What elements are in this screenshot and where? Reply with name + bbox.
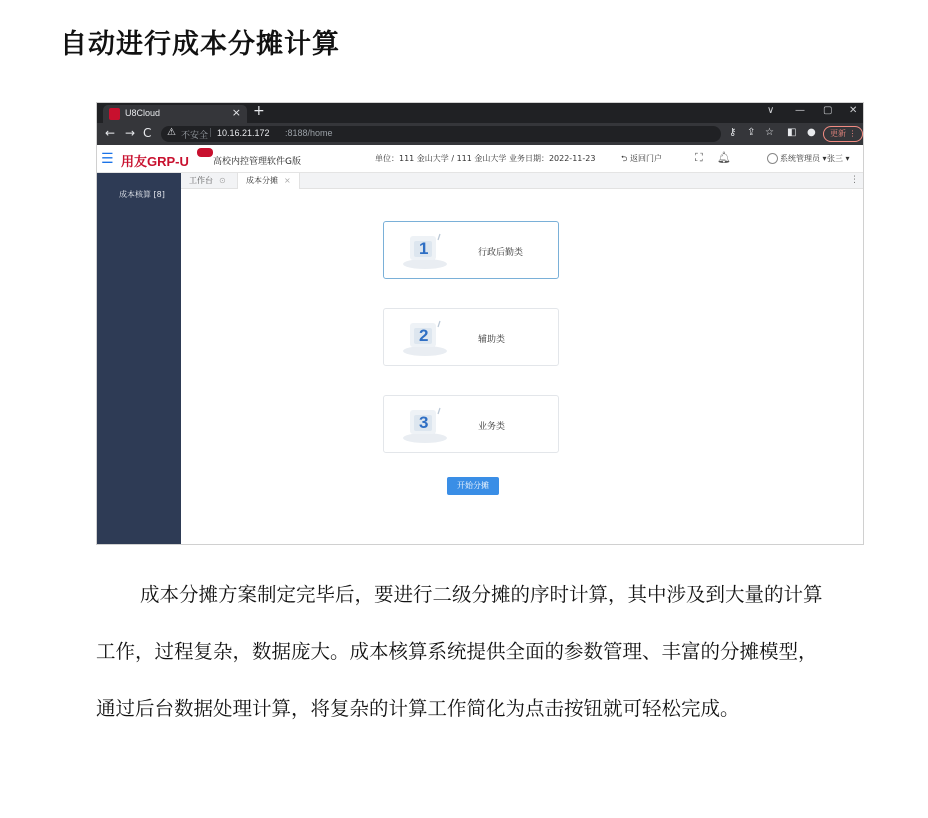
tab-close-icon[interactable]: ×	[284, 176, 291, 185]
sidebar	[97, 173, 181, 545]
browser-tab-title: U8Cloud	[125, 108, 161, 118]
unit-and-date-info: 单位：111 金山大学 / 111 金山大学 业务日期：2022-11-23	[375, 154, 596, 163]
url-separator: |	[209, 128, 213, 138]
browser-tab-strip	[97, 103, 864, 123]
page-tabs	[181, 173, 864, 189]
close-tab-icon[interactable]: ×	[231, 106, 241, 119]
admin-avatar-icon	[767, 153, 778, 164]
back-to-portal-link[interactable]: ⮌ 返回门户	[621, 154, 662, 163]
close-window-button[interactable]: ✕	[849, 105, 858, 116]
card-label: 业务类	[478, 422, 506, 432]
hamburger-menu-icon[interactable]: ☰	[101, 151, 114, 167]
bell-icon[interactable]: 🔔︎	[717, 151, 731, 164]
back-button[interactable]: ←	[105, 126, 116, 140]
reload-button[interactable]: C	[143, 126, 152, 140]
sidebar-item-cost-accounting[interactable]: 成本核算 [8]	[119, 190, 165, 199]
product-name: 高校内控管理软件G版	[213, 157, 301, 167]
allocation-card-3[interactable]	[383, 395, 559, 453]
url-path: :8188/home	[285, 128, 333, 138]
card-number: 1	[419, 239, 429, 258]
card-number: 3	[419, 413, 429, 432]
address-bar	[97, 123, 864, 145]
body-paragraph-text: 成本分摊方案制定完毕后，要进行二级分摊的序时计算，其中涉及到大量的计算工作，过程复杂，数据庞大。成本核算系统提供全面的参数管理、丰富的分摊模型，通过后台数据处理计算，将复杂的计算工作简化为点击按钮就可轻松完成。	[96, 583, 823, 720]
body-paragraph	[96, 566, 836, 737]
kebab-menu-icon: ⋮	[848, 129, 857, 138]
minimize-button[interactable]: —	[795, 105, 805, 116]
browser-tab[interactable]	[103, 105, 247, 123]
new-tab-button[interactable]: +	[253, 103, 265, 119]
warning-icon[interactable]: ⚠	[167, 127, 176, 138]
url-host: 10.16.21.172	[217, 128, 270, 138]
logo-badge	[197, 148, 213, 157]
card-label: 辅助类	[478, 335, 506, 345]
insecure-label: 不安全	[181, 131, 209, 141]
star-icon[interactable]: ☆	[765, 127, 774, 138]
tab-workbench[interactable]: 工作台 ⊙	[189, 176, 226, 185]
fullscreen-icon[interactable]: ⛶	[695, 151, 703, 164]
tab-cost-allocation[interactable]: 成本分摊 ×	[237, 173, 300, 189]
main-content	[181, 189, 864, 545]
app-logo: 用友GRP-U	[121, 154, 189, 169]
url-input[interactable]	[161, 126, 721, 142]
profile-icon[interactable]: ●	[807, 127, 816, 138]
user-dropdown[interactable]: 张三 ▾	[827, 154, 850, 163]
card-label: 行政后勤类	[478, 248, 524, 258]
screenshot-frame	[96, 102, 864, 545]
share-icon[interactable]: ⇪	[747, 127, 756, 138]
update-button[interactable]: 更新 ⋮	[823, 126, 863, 142]
favicon-icon	[109, 108, 120, 120]
admin-dropdown[interactable]: 系统管理员 ▾	[767, 153, 827, 164]
forward-button[interactable]: →	[125, 126, 136, 140]
tab-search-icon[interactable]: ∨	[767, 105, 775, 116]
document-title: 自动进行成本分摊计算	[60, 29, 340, 60]
start-allocation-button[interactable]: 开始分摊	[447, 477, 499, 495]
allocation-card-1[interactable]	[383, 221, 559, 279]
maximize-button[interactable]: ▢	[823, 105, 833, 116]
key-icon[interactable]: ⚷	[729, 127, 737, 138]
app-header	[97, 145, 864, 173]
allocation-card-2[interactable]	[383, 308, 559, 366]
tab-close-icon[interactable]: ⊙	[219, 176, 226, 185]
more-tabs-icon[interactable]: ⋮	[850, 175, 859, 185]
sidepanel-icon[interactable]: ◧	[787, 127, 797, 138]
card-number: 2	[419, 326, 429, 345]
